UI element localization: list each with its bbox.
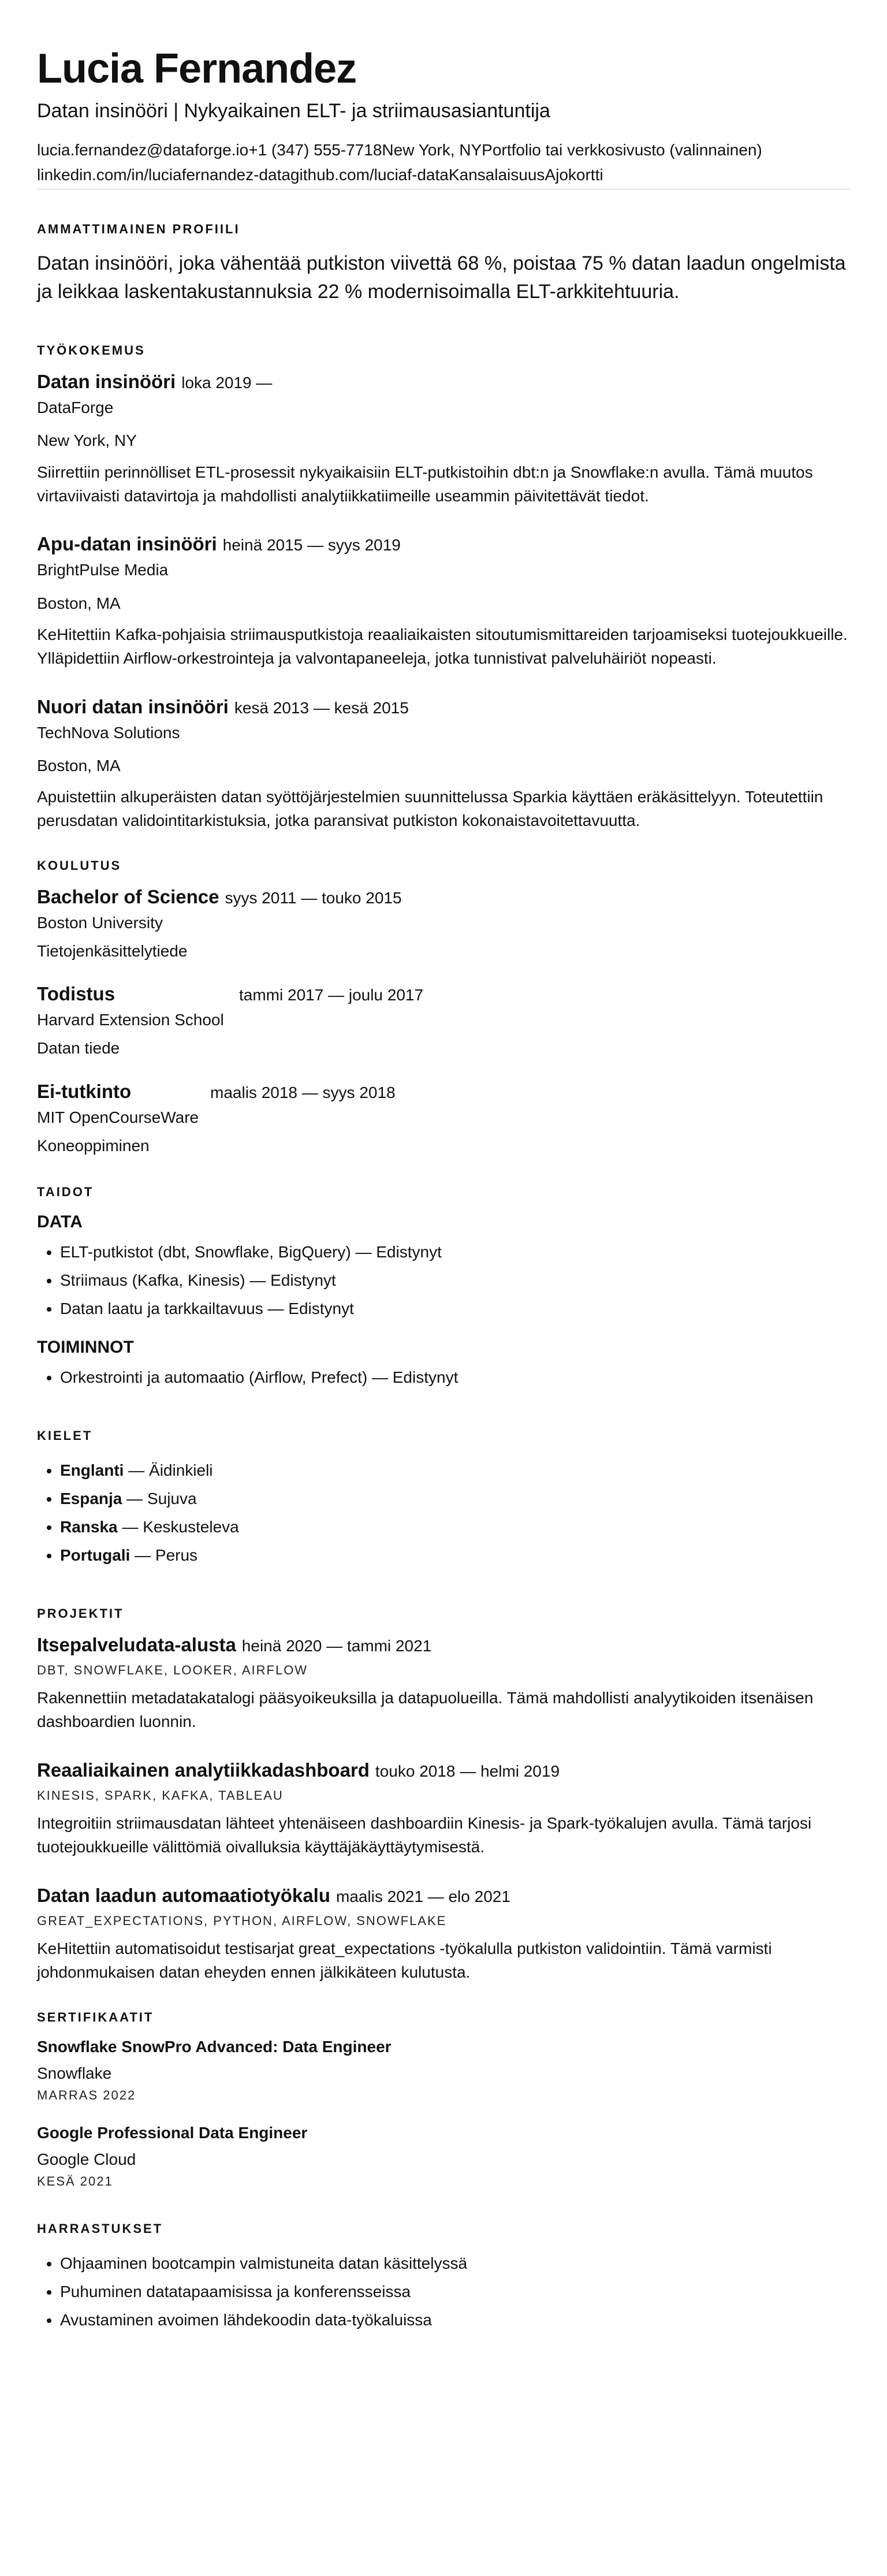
project-entry: [37, 1634, 850, 1734]
certification-date: MARRAS 2022: [37, 2087, 136, 2102]
education-dates: maalis 2018 — syys 2018: [210, 1083, 396, 1101]
company: TechNova Solutions: [37, 723, 180, 742]
job-description: KeHitettiin Kafka-pohjaisia striimausputkistoja reaaliaikaisten sitoutumismittareiden tarjoamiseksi tuotejoukkueille. Ylläpidettiin Airflow-orkestrointeja ja valvontapaneeleja, jotka tunnistivat palveluhäiriöt nopeasti.: [37, 625, 848, 668]
experience-section: [37, 343, 850, 833]
section-title: PROJEKTIT: [37, 1606, 124, 1621]
certification-name: Google Professional Data Engineer: [37, 2123, 308, 2142]
project-entry: [37, 1759, 850, 1859]
project-dates: touko 2018 — helmi 2019: [375, 1762, 560, 1780]
skill-item: • Datan laatu ja tarkkailtavuus — Edistynyt: [60, 1294, 850, 1323]
degree: Todistus: [37, 983, 115, 1005]
job-dates: loka 2019 —: [181, 374, 273, 392]
experience-entry: [37, 533, 850, 670]
contact-row-1: [37, 137, 850, 162]
language-name: Espanja: [60, 1490, 122, 1508]
certification-entry: [37, 2124, 850, 2189]
email[interactable]: lucia.fernandez@dataforge.io: [37, 140, 249, 159]
drivers-license: Ajokortti: [545, 166, 603, 184]
section-title: SERTIFIKAATIT: [37, 2009, 154, 2024]
skills-section: [37, 1185, 850, 1391]
language-list: [37, 1456, 850, 1569]
project-description: KeHitettiin automatisoidut testisarjat great_expectations -työkalulla putkiston validointiin. Tämä varmisti johdonmukaisen datan eheyden ennen jälkikäteen kulutusta.: [37, 1939, 772, 1982]
school: Boston University: [37, 913, 163, 932]
hobbies-section: [37, 2221, 850, 2334]
section-title: AMMATTIMAINEN PROFIILI: [37, 221, 240, 236]
section-title: HARRASTUKSET: [37, 2221, 163, 2236]
project-name: Datan laadun automaatiotyökalu: [37, 1884, 330, 1906]
contact-row-2: [37, 162, 850, 187]
job-location: New York, NY: [37, 431, 137, 450]
phone[interactable]: +1 (347) 555-7718: [248, 140, 382, 159]
field-of-study: Tietojenkäsittelytiede: [37, 942, 188, 961]
certification-issuer: Google Cloud: [37, 2150, 136, 2168]
project-dates: heinä 2020 — tammi 2021: [241, 1637, 432, 1655]
contact-info: [37, 137, 850, 188]
language-item: • Espanja — Sujuva: [60, 1484, 850, 1513]
headline: Datan insinööri | Nykyaikainen ELT- ja striimausasiantuntija: [37, 99, 550, 122]
project-tech: KINESIS, SPARK, KAFKA, TABLEAU: [37, 1788, 284, 1803]
school: Harvard Extension School: [37, 1011, 224, 1029]
education-entry: [37, 1081, 850, 1157]
hobby-item: • Avustaminen avoimen lähdekoodin data-työkaluissa: [60, 2306, 850, 2334]
company: BrightPulse Media: [37, 561, 169, 579]
citizenship: Kansalaisuus: [448, 166, 545, 184]
school: MIT OpenCourseWare: [37, 1108, 199, 1126]
languages-section: [37, 1428, 850, 1569]
job-title: Apu-datan insinööri: [37, 533, 217, 555]
education-section: [37, 858, 850, 1157]
degree: Ei-tutkinto: [37, 1080, 132, 1102]
project-entry: [37, 1885, 850, 1985]
profile-section: [37, 222, 850, 307]
job-dates: kesä 2013 — kesä 2015: [234, 698, 409, 717]
location: New York, NY: [382, 140, 482, 159]
section-title: KOULUTUS: [37, 858, 122, 873]
job-description: Siirrettiin perinnölliset ETL-prosessit nykyaikaisiin ELT-putkistoihin dbt:n ja Snowflake:n avulla. Tämä muutos virtaviivaisti datavirtoja ja mahdollisti analytiikkatiimeille useammin päivitettävät tiedot.: [37, 463, 813, 505]
language-level: Perus: [155, 1546, 198, 1565]
hobby-list: [37, 2249, 850, 2334]
job-location: Boston, MA: [37, 594, 121, 612]
language-name: Ranska: [60, 1518, 118, 1536]
experience-entry: [37, 371, 850, 508]
certification-entry: [37, 2038, 850, 2103]
language-level: Äidinkieli: [149, 1461, 213, 1480]
education-entry: [37, 983, 850, 1059]
profile-summary: Datan insinööri, joka vähentää putkiston viivettä 68 %, poistaa 75 % datan laadun ongelmista ja leikkaa laskentakustannuksia 22 % modernisoimalla ELT-arkkitehtuuria.: [37, 252, 846, 303]
github-link[interactable]: github.com/luciaf-data: [290, 166, 449, 184]
skill-item: • Orkestrointi ja automaatio (Airflow, Prefect) — Edistynyt: [60, 1363, 850, 1391]
job-title: Nuori datan insinööri: [37, 695, 229, 717]
language-item: • Englanti — Äidinkieli: [60, 1456, 850, 1484]
education-entry: [37, 886, 850, 962]
language-name: Portugali: [60, 1546, 131, 1565]
language-name: Englanti: [60, 1461, 124, 1480]
field-of-study: Datan tiede: [37, 1039, 120, 1058]
language-item: • Portugali — Perus: [60, 1541, 850, 1569]
hobby-item: • Puhuminen datatapaamisissa ja konferensseissa: [60, 2277, 850, 2306]
education-dates: tammi 2017 — joulu 2017: [239, 986, 424, 1004]
education-dates: syys 2011 — touko 2015: [225, 888, 402, 907]
project-name: Reaaliaikainen analytiikkadashboard: [37, 1759, 370, 1781]
project-name: Itsepalveludata-alusta: [37, 1634, 236, 1656]
job-dates: heinä 2015 — syys 2019: [222, 536, 401, 554]
job-description: Apuistettiin alkuperäisten datan syöttöjärjestelmien suunnittelussa Sparkia käyttäen eräkäsittelyyn. Toteutettiin perusdatan validointitarkistuksia, jotka paransivat putkiston kokonaistavoitettavuutta.: [37, 788, 823, 830]
degree: Bachelor of Science: [37, 885, 219, 907]
hobby-item: • Ohjaaminen bootcampin valmistuneita datan käsittelyssä: [60, 2249, 850, 2277]
project-tech: DBT, SNOWFLAKE, LOOKER, AIRFLOW: [37, 1663, 308, 1678]
certification-date: KESÄ 2021: [37, 2174, 113, 2189]
certification-issuer: Snowflake: [37, 2064, 112, 2082]
skill-item: • ELT-putkistot (dbt, Snowflake, BigQuery) — Edistynyt: [60, 1238, 850, 1266]
experience-entry: [37, 696, 850, 833]
project-tech: GREAT_EXPECTATIONS, PYTHON, AIRFLOW, SNOWFLAKE: [37, 1913, 447, 1928]
certifications-section: [37, 2010, 850, 2189]
job-title: Datan insinööri: [37, 371, 176, 393]
certification-name: Snowflake SnowPro Advanced: Data Engineer: [37, 2037, 392, 2056]
project-description: Rakennettiin metadatakatalogi pääsyoikeuksilla ja datapuolueilla. Tämä mahdollisti analyytikoiden itsenäisen dashboardien luonnin.: [37, 1689, 814, 1731]
portfolio[interactable]: Portfolio tai verkkosivusto (valinnainen): [482, 140, 762, 159]
language-level: Sujuva: [147, 1490, 197, 1508]
job-location: Boston, MA: [37, 756, 121, 775]
skill-item: • Striimaus (Kafka, Kinesis) — Edistynyt: [60, 1266, 850, 1294]
skill-group-title: DATA: [37, 1212, 83, 1232]
skill-group-title: TOIMINNOT: [37, 1338, 134, 1357]
skill-list: [37, 1238, 850, 1323]
field-of-study: Koneoppiminen: [37, 1136, 150, 1155]
project-dates: maalis 2021 — elo 2021: [336, 1887, 510, 1905]
section-title: KIELET: [37, 1428, 93, 1443]
company: DataForge: [37, 399, 114, 417]
section-title: TYÖKOKEMUS: [37, 343, 146, 358]
linkedin-link[interactable]: linkedin.com/in/luciafernandez-data: [37, 166, 290, 184]
skill-list: [37, 1363, 850, 1391]
language-item: • Ranska — Keskusteleva: [60, 1513, 850, 1541]
projects-section: [37, 1606, 850, 1985]
project-description: Integroitiin striimausdatan lähteet yhtenäiseen dashboardiin Kinesis- ja Spark-työkalujen avulla. Tämä tarjosi tuotejoukkueille välittömiä oivalluksia käyttäjäkäyttäytymisestä.: [37, 1814, 812, 1856]
language-level: Keskusteleva: [143, 1518, 239, 1536]
section-title: TAIDOT: [37, 1185, 94, 1200]
candidate-name: Lucia Fernandez: [37, 46, 357, 92]
